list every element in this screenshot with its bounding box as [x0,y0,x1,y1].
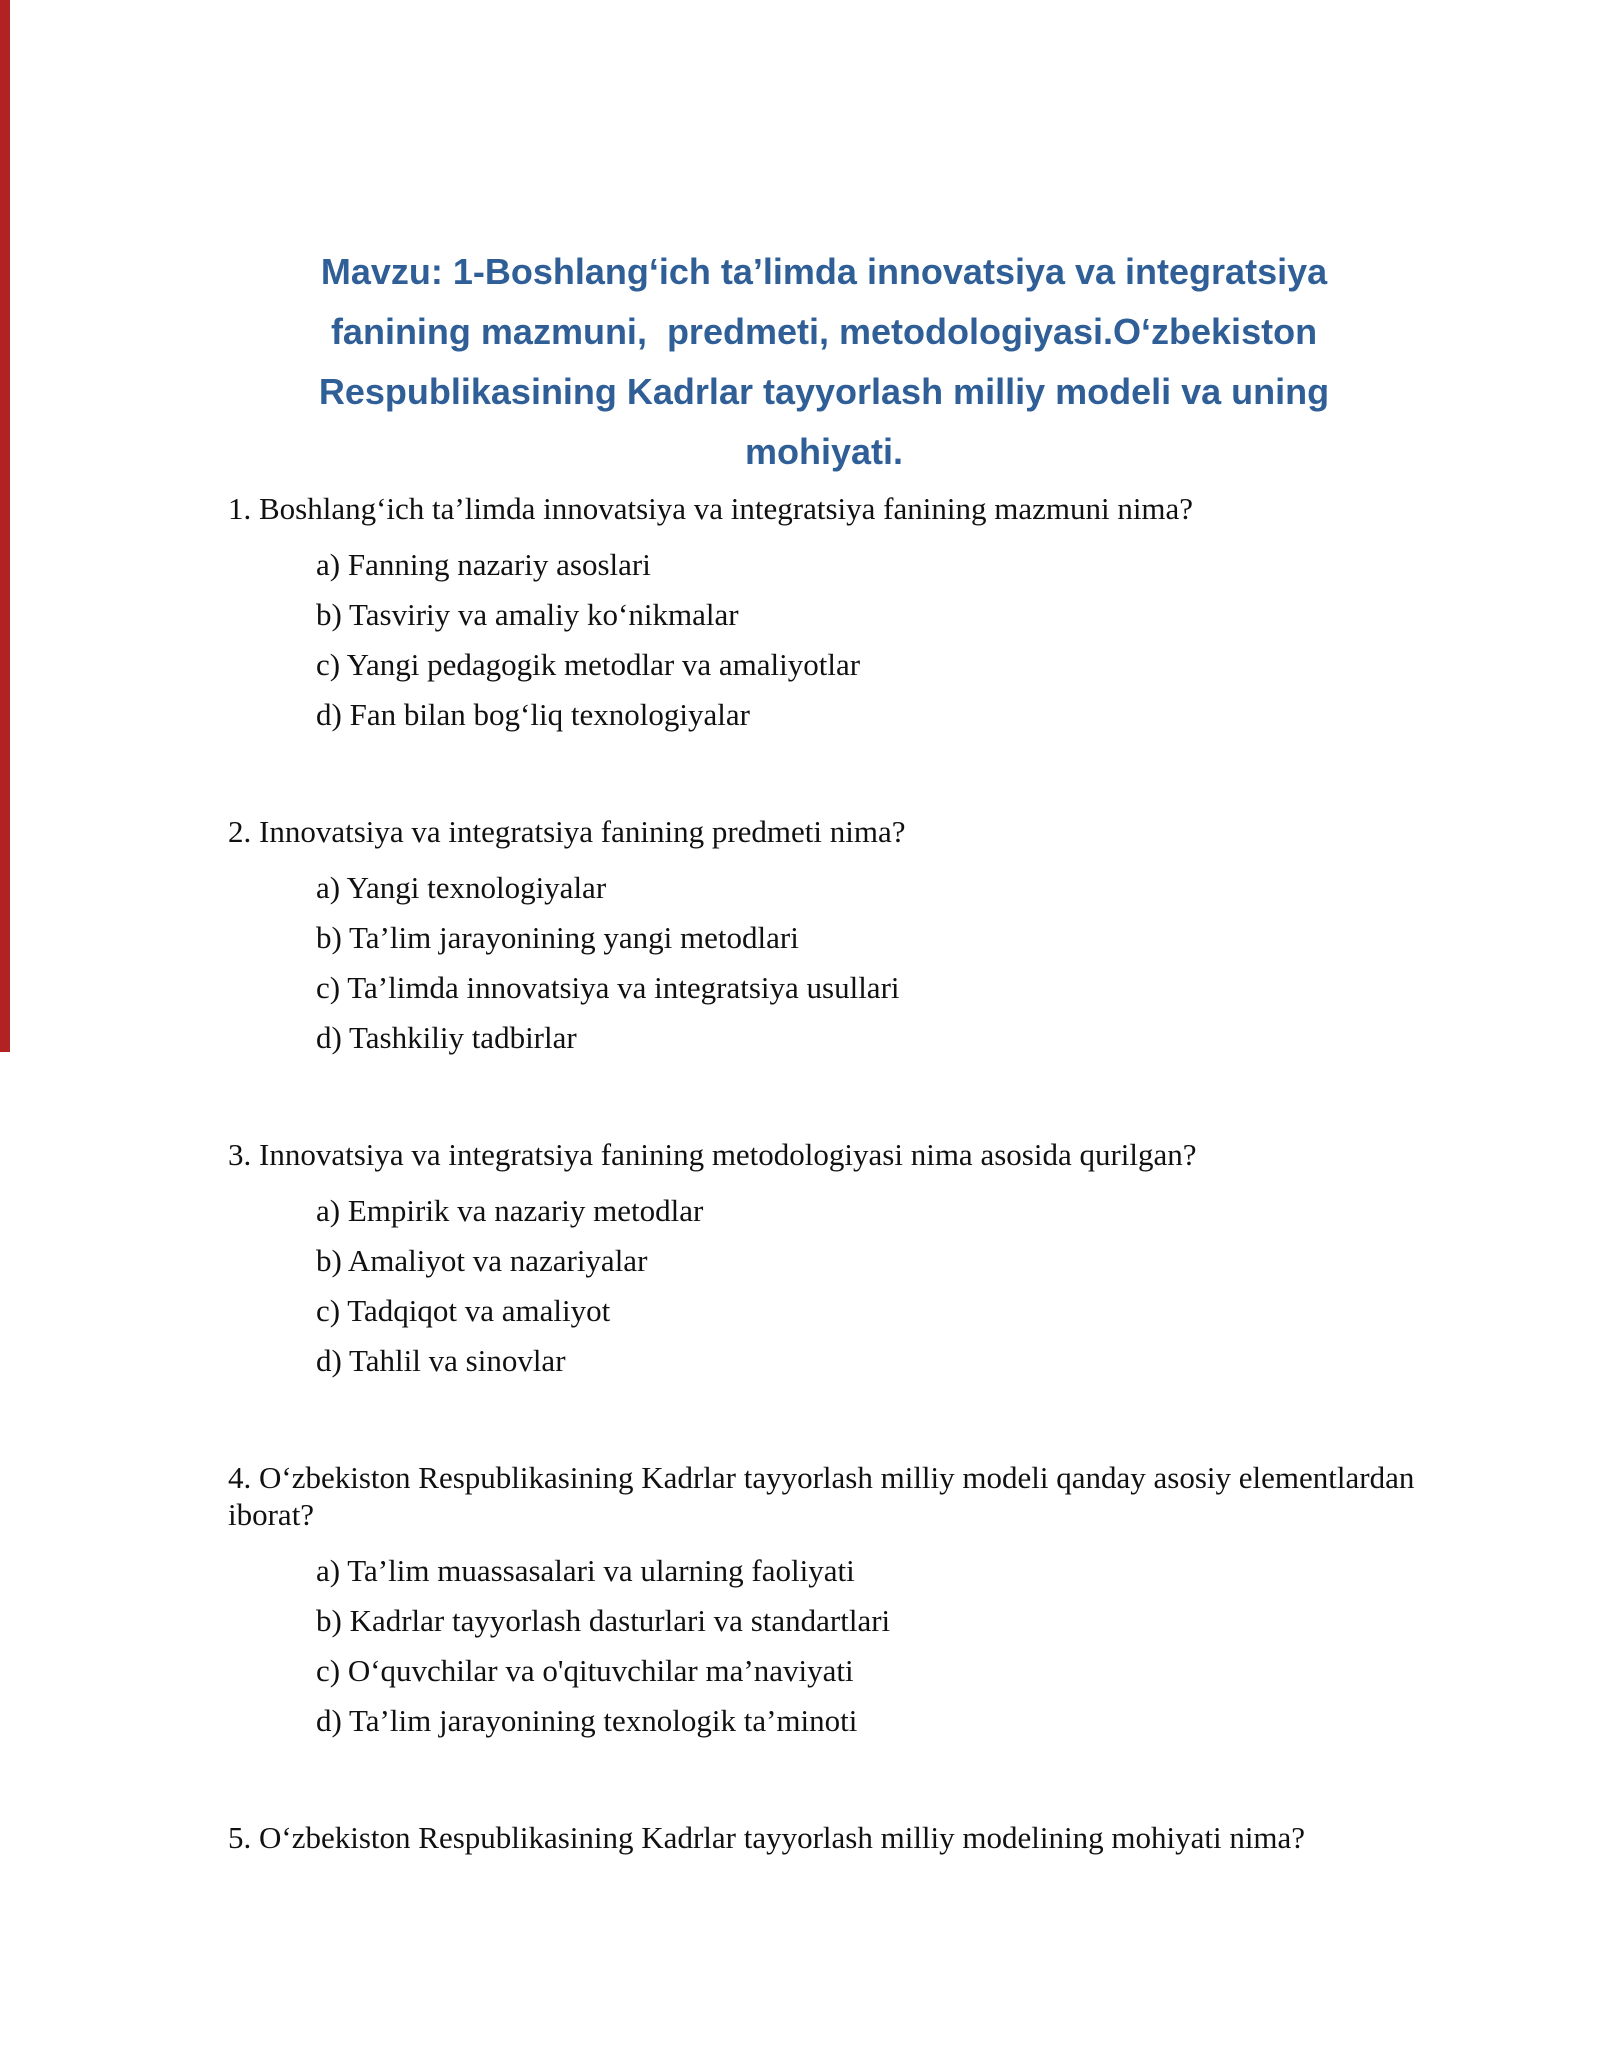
title-line-4: mohiyati. [744,431,904,472]
title-line-1: Mavzu: 1-Boshlang‘ich ta’limda innovatsiya va integratsiya [320,251,1328,292]
question-2-text: 2. Innovatsiya va integratsiya fanining predmeti nima? [228,814,906,849]
question-3-option-a: a) Empirik va nazariy metodlar [316,1193,704,1228]
title-line-2: fanining mazmuni, predmeti, metodologiyasi.O‘zbekiston [330,311,1318,352]
question-1-option-a: a) Fanning nazariy asoslari [316,547,651,582]
question-3-text: 3. Innovatsiya va integratsiya fanining metodologiyasi nima asosida qurilgan? [228,1137,1197,1172]
question-4-option-b: b) Kadrlar tayyorlash dasturlari va standartlari [316,1603,891,1638]
question-4-option-d: d) Ta’lim jarayonining texnologik ta’minoti [316,1703,858,1738]
question-3-option-c: c) Tadqiqot va amaliyot [316,1293,611,1328]
title-line-3: Respublikasining Kadrlar tayyorlash milliy modeli va uning [318,371,1330,412]
question-4-text: 4. O‘zbekiston Respublikasining Kadrlar tayyorlash milliy modeli qanday asosiy elementlardan iborat? [228,1460,1415,1532]
document-title [228,242,1420,482]
document-content [228,242,1420,1856]
question-3-option-d: d) Tahlil va sinovlar [316,1343,566,1378]
question-1 [228,490,1420,733]
question-2-option-b: b) Ta’lim jarayonining yangi metodlari [316,920,799,955]
question-1-option-c: c) Yangi pedagogik metodlar va amaliyotlar [316,647,861,682]
question-1-text: 1. Boshlang‘ich ta’limda innovatsiya va integratsiya fanining mazmuni nima? [228,491,1194,526]
question-5-text: 5. O‘zbekiston Respublikasining Kadrlar tayyorlash milliy modelining mohiyati nima? [228,1820,1306,1855]
question-4-option-c: c) O‘quvchilar va o'qituvchilar ma’naviyati [316,1653,854,1688]
question-2-option-d: d) Tashkiliy tadbirlar [316,1020,577,1055]
question-4-option-a: a) Ta’lim muassasalari va ularning faoliyati [316,1553,855,1588]
question-1-option-d: d) Fan bilan bog‘liq texnologiyalar [316,697,750,732]
question-2-option-a: a) Yangi texnologiyalar [316,870,607,905]
question-3-option-b: b) Amaliyot va nazariyalar [316,1243,648,1278]
question-5 [228,1819,1420,1856]
question-1-option-b: b) Tasviriy va amaliy ko‘nikmalar [316,597,739,632]
question-2-option-c: c) Ta’limda innovatsiya va integratsiya usullari [316,970,900,1005]
question-3 [228,1136,1420,1379]
left-accent-bar [0,0,10,1052]
question-4 [228,1459,1420,1739]
question-2 [228,813,1420,1056]
